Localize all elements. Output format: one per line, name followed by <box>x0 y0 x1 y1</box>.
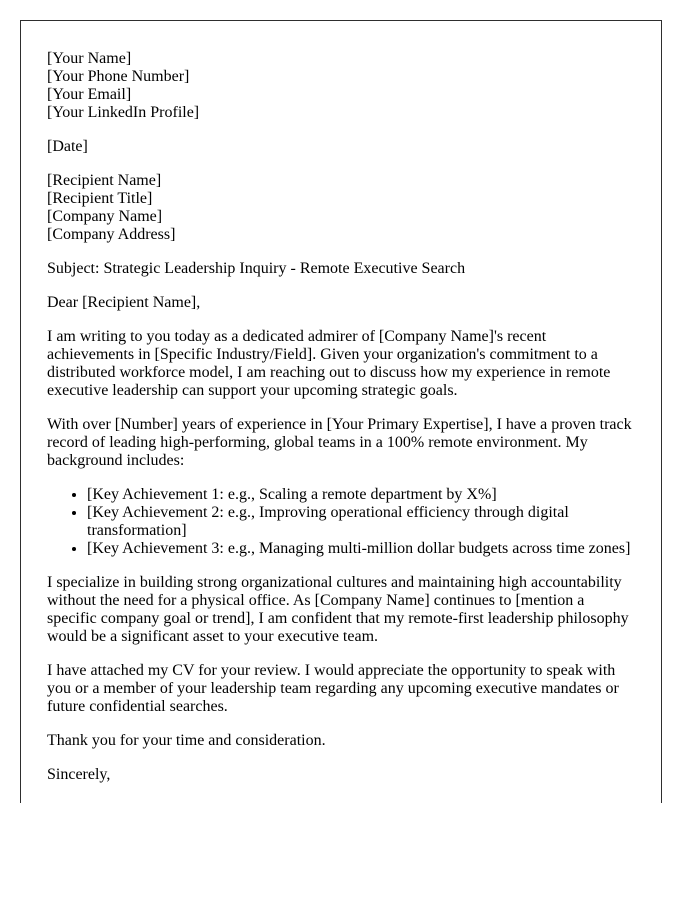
closing-paragraph-2: I have attached my CV for your review. I would appreciate the opportunity to speak with you or a member of your leadership team regarding any upcoming executive mandates or future confidential searches. <box>47 662 619 715</box>
recipient-company-name: [Company Name] <box>47 208 163 225</box>
sender-block <box>47 50 635 122</box>
sender-name: [Your Name] <box>47 50 132 67</box>
recipient-company-address: [Company Address] <box>47 226 176 243</box>
achievements-list <box>47 486 635 558</box>
sender-email: [Your Email] <box>47 86 132 103</box>
recipient-name: [Recipient Name] <box>47 172 162 189</box>
achievement-item-2: • [Key Achievement 2: e.g., Improving operational efficiency through digital transformation] <box>87 504 635 540</box>
recipient-block <box>47 172 635 244</box>
achievement-item-1: • [Key Achievement 1: e.g., Scaling a remote department by X%] <box>87 486 635 504</box>
salutation: Dear [Recipient Name], <box>47 294 201 311</box>
body-paragraph-1: I am writing to you today as a dedicated admirer of [Company Name]'s recent achievements in [Specific Industry/Field]. Given your organization's commitment to a distributed workforce model, I am reaching out to discuss how my experience in remote executive leadership can support your upcoming strategic goals. <box>47 328 611 399</box>
subject-line: Subject: Strategic Leadership Inquiry - Remote Executive Search <box>47 260 466 277</box>
thank-you-line: Thank you for your time and consideration. <box>47 732 326 749</box>
date-line: [Date] <box>47 138 88 155</box>
recipient-title: [Recipient Title] <box>47 190 153 207</box>
signoff-line: Sincerely, <box>47 766 111 783</box>
letter-page <box>20 20 662 803</box>
sender-linkedin: [Your LinkedIn Profile] <box>47 104 200 121</box>
sender-phone: [Your Phone Number] <box>47 68 190 85</box>
closing-paragraph-1: I specialize in building strong organizational cultures and maintaining high accountability without the need for a physical office. As [Company Name] continues to [mention a specific company goal or trend], I am confident that my remote-first leadership philosophy would be a significant asset to your executive team. <box>47 574 629 645</box>
body-paragraph-2: With over [Number] years of experience in [Your Primary Expertise], I have a proven track record of leading high-performing, global teams in a 100% remote environment. My background includes: <box>47 416 632 469</box>
achievement-item-3: • [Key Achievement 3: e.g., Managing multi-million dollar budgets across time zones] <box>87 540 635 558</box>
